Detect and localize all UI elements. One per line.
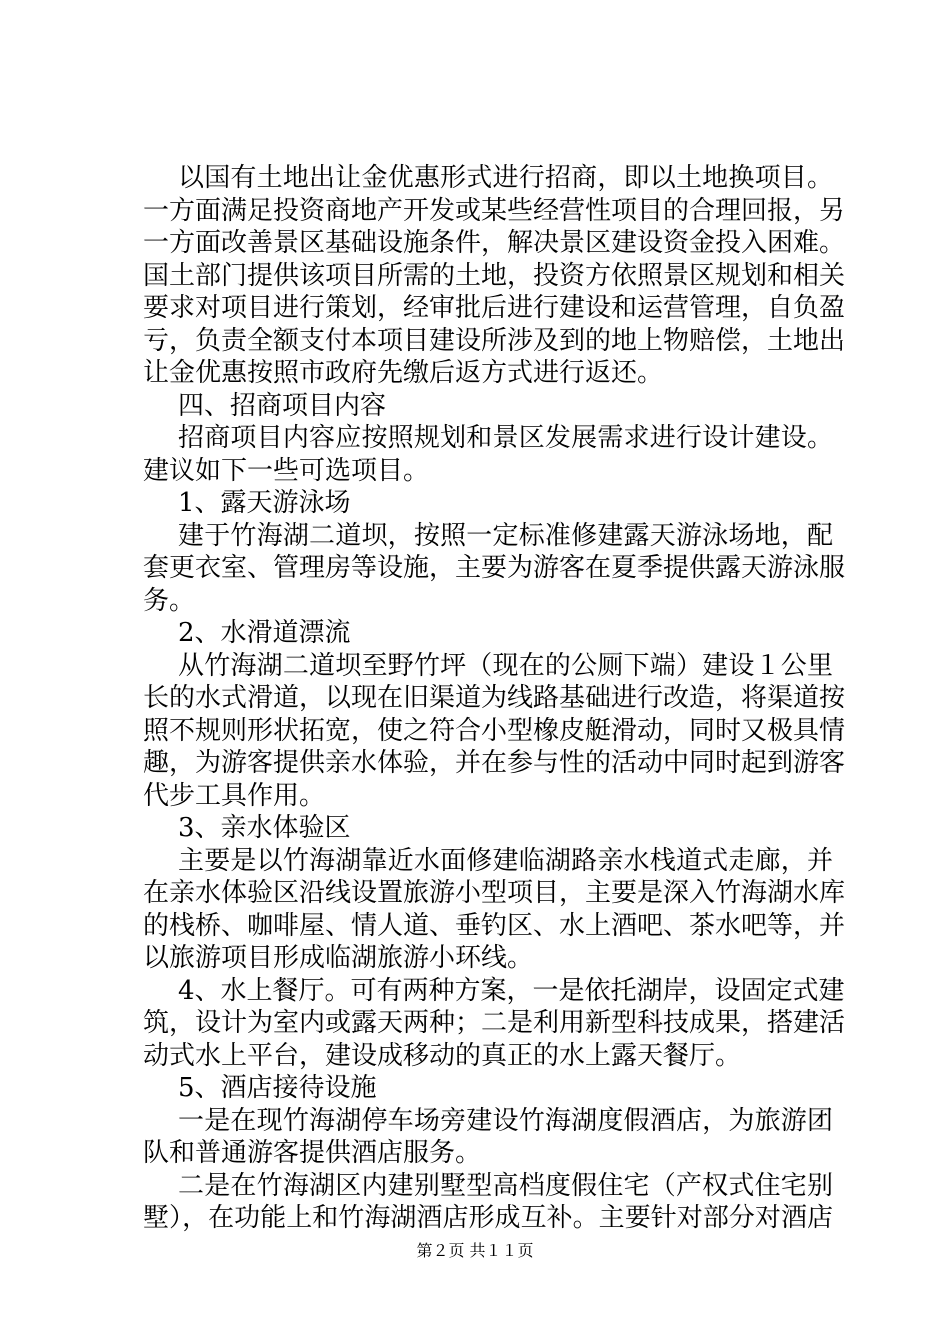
item-heading: 5、酒店接待设施 <box>178 1073 377 1103</box>
paragraph-line: 的栈桥、咖啡屋、情人道、垂钓区、水上酒吧、茶水吧等，并 <box>143 911 846 941</box>
paragraph-line: 照不规则形状拓宽，使之符合小型橡皮艇滑动，同时又极具情 <box>143 716 846 746</box>
paragraph-line: 以国有土地出让金优惠形式进行招商，即以土地换项目。 <box>178 163 833 193</box>
paragraph-line: 从竹海湖二道坝至野竹坪（现在的公厕下端）建设１公里 <box>178 651 833 681</box>
paragraph-line: 套更衣室、管理房等设施，主要为游客在夏季提供露天游泳服 <box>143 553 846 583</box>
item-heading: 3、亲水体验区 <box>178 813 351 843</box>
paragraph-line: 以旅游项目形成临湖旅游小环线。 <box>143 943 534 973</box>
paragraph-line: 代步工具作用。 <box>143 781 326 811</box>
paragraph-line: 建议如下一些可选项目。 <box>143 456 430 486</box>
paragraph-line: 要求对项目进行策划，经审批后进行建设和运营管理，自负盈 <box>143 293 846 323</box>
paragraph-line: 一方面改善景区基础设施条件，解决景区建设资金投入困难。 <box>143 228 846 258</box>
page-number-footer: 第２页 共１１页 <box>416 1241 534 1260</box>
paragraph-line: 队和普通游客提供酒店服务。 <box>143 1138 482 1168</box>
paragraph-line: 在亲水体验区沿线设置旅游小型项目，主要是深入竹海湖水库 <box>143 878 846 908</box>
paragraph-line: 二是在竹海湖区内建别墅型高档度假住宅（产权式住宅别 <box>178 1171 833 1201</box>
paragraph-line: 招商项目内容应按照规划和景区发展需求进行设计建设。 <box>178 423 833 453</box>
paragraph-line: 国土部门提供该项目所需的土地，投资方依照景区规划和相关 <box>143 261 846 291</box>
paragraph-line: 一方面满足投资商地产开发或某些经营性项目的合理回报，另 <box>143 196 846 226</box>
item-heading: 2、水滑道漂流 <box>178 618 351 648</box>
item-heading: 四、招商项目内容 <box>178 391 387 421</box>
paragraph-line: 墅），在功能上和竹海湖酒店形成互补。主要针对部分对酒店 <box>143 1203 833 1233</box>
paragraph-line: 动式水上平台，建设成移动的真正的水上露天餐厅。 <box>143 1041 742 1071</box>
paragraph-line: 长的水式滑道，以现在旧渠道为线路基础进行改造，将渠道按 <box>143 683 846 713</box>
paragraph-line: 筑，设计为室内或露天两种；二是利用新型科技成果，搭建活 <box>143 1008 846 1038</box>
paragraph-line: 趣，为游客提供亲水体验，并在参与性的活动中同时起到游客 <box>143 748 846 778</box>
paragraph-line: 让金优惠按照市政府先缴后返方式进行返还。 <box>143 358 664 388</box>
paragraph-line: 一是在现竹海湖停车场旁建设竹海湖度假酒店，为旅游团 <box>178 1106 833 1136</box>
paragraph-line: 务。 <box>143 586 196 616</box>
paragraph-line: 主要是以竹海湖靠近水面修建临湖路亲水栈道式走廊，并 <box>178 846 833 876</box>
paragraph-line: 亏，负责全额支付本项目建设所涉及到的地上物赔偿，土地出 <box>143 326 846 356</box>
paragraph-line: 建于竹海湖二道坝，按照一定标准修建露天游泳场地，配 <box>178 521 833 551</box>
item-heading: 1、露天游泳场 <box>178 488 351 518</box>
paragraph-line: 4、水上餐厅。可有两种方案，一是依托湖岸，设固定式建 <box>178 976 845 1006</box>
